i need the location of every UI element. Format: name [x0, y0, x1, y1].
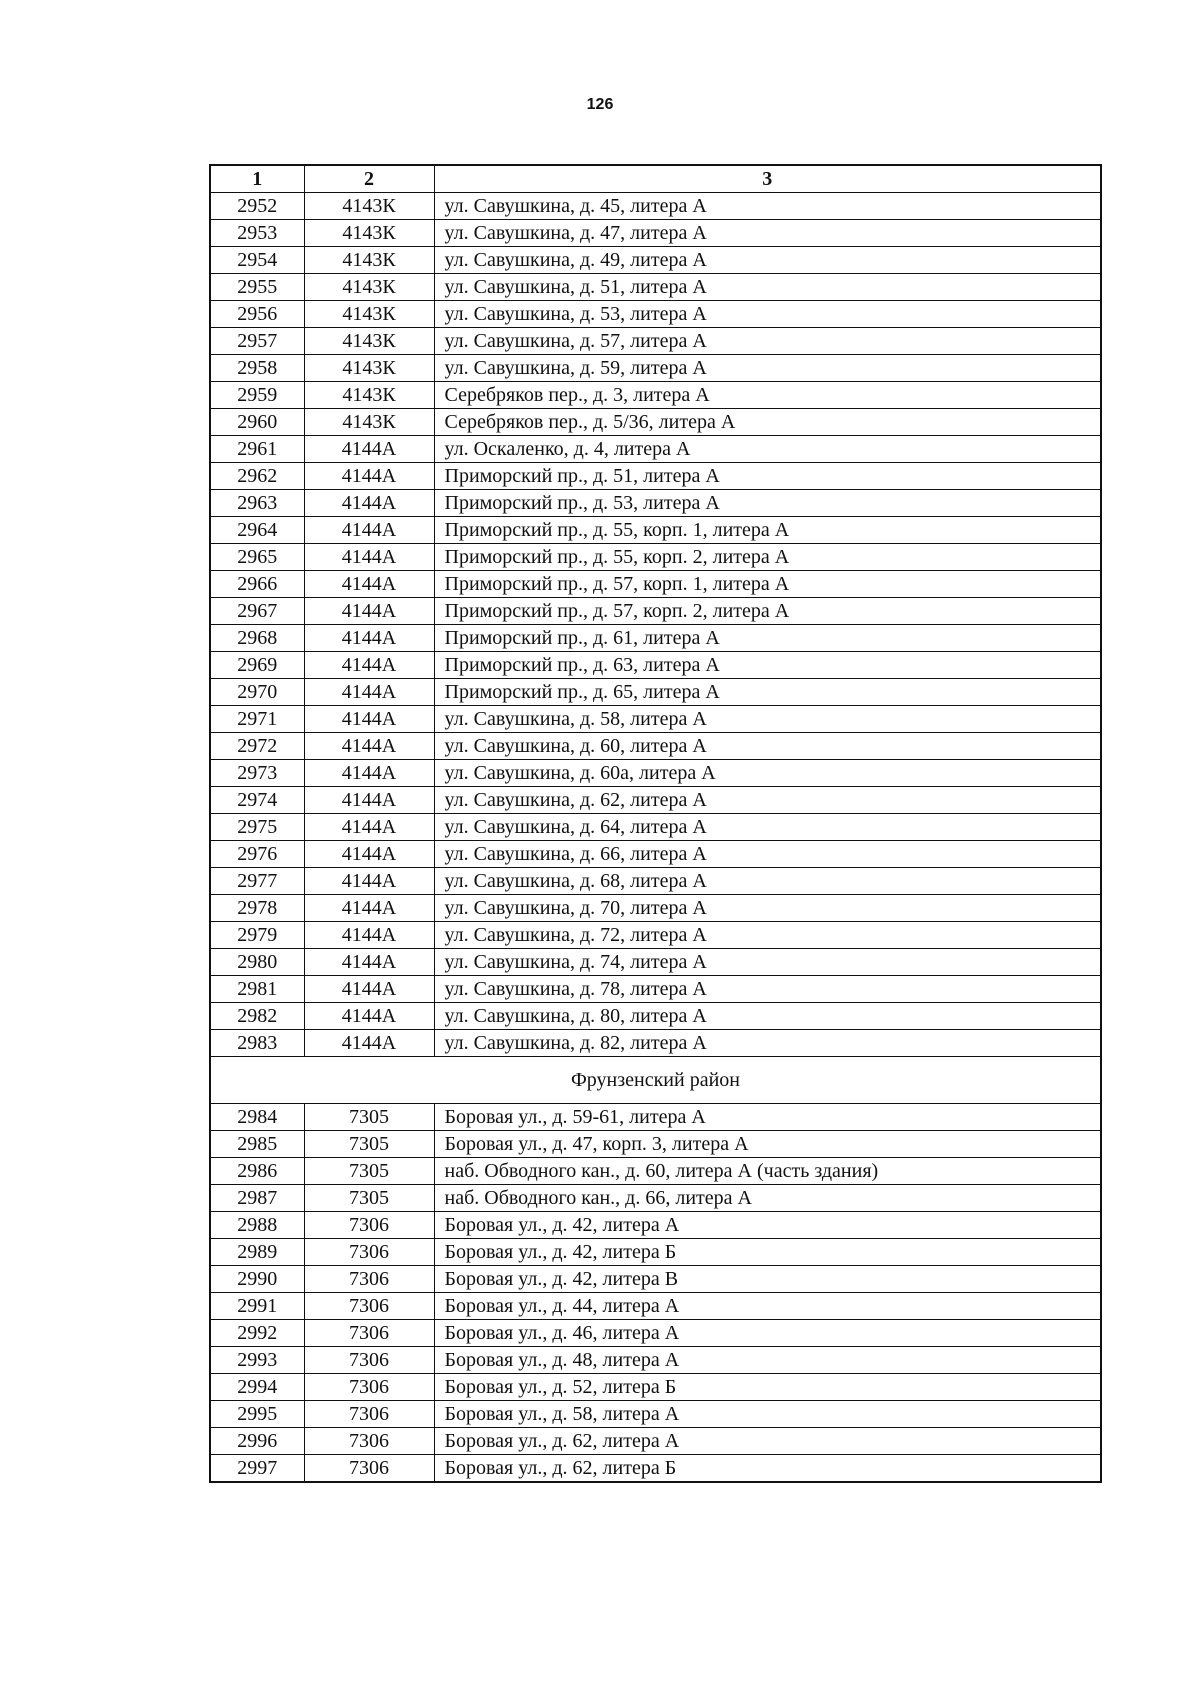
row-number: 2988: [210, 1212, 304, 1239]
row-number: 2997: [210, 1455, 304, 1483]
object-code: 4144А: [304, 733, 434, 760]
address: Приморский пр., д. 57, корп. 1, литера А: [434, 571, 1101, 598]
table-row: [210, 490, 1101, 517]
object-code: 4144А: [304, 949, 434, 976]
address: ул. Савушкина, д. 64, литера А: [434, 814, 1101, 841]
table-row: [210, 625, 1101, 652]
row-number: 2973: [210, 760, 304, 787]
header-col-2: 2: [304, 165, 434, 193]
object-code: 4144А: [304, 787, 434, 814]
object-code: 4144А: [304, 490, 434, 517]
table-row: [210, 1239, 1101, 1266]
row-number: 2995: [210, 1401, 304, 1428]
table-row: [210, 1030, 1101, 1057]
table-row: [210, 1003, 1101, 1030]
object-code: 4144А: [304, 1030, 434, 1057]
object-code: 4143К: [304, 301, 434, 328]
table-row: [210, 1293, 1101, 1320]
row-number: 2996: [210, 1428, 304, 1455]
table-row: [210, 355, 1101, 382]
address: ул. Савушкина, д. 62, литера А: [434, 787, 1101, 814]
address: ул. Савушкина, д. 59, литера А: [434, 355, 1101, 382]
table-row: [210, 706, 1101, 733]
address: ул. Савушкина, д. 82, литера А: [434, 1030, 1101, 1057]
table-row: [210, 1320, 1101, 1347]
address: ул. Савушкина, д. 60а, литера А: [434, 760, 1101, 787]
object-code: 4144А: [304, 922, 434, 949]
row-number: 2989: [210, 1239, 304, 1266]
row-number: 2959: [210, 382, 304, 409]
address: Приморский пр., д. 57, корп. 2, литера А: [434, 598, 1101, 625]
section-title: Фрунзенский район: [210, 1057, 1101, 1104]
address: ул. Оскаленко, д. 4, литера А: [434, 436, 1101, 463]
address: Боровая ул., д. 47, корп. 3, литера А: [434, 1131, 1101, 1158]
object-code: 4143К: [304, 382, 434, 409]
object-code: 4143К: [304, 328, 434, 355]
table-row: [210, 1212, 1101, 1239]
address: Боровая ул., д. 59-61, литера А: [434, 1104, 1101, 1131]
table-row: [210, 652, 1101, 679]
row-number: 2986: [210, 1158, 304, 1185]
address: Приморский пр., д. 55, корп. 1, литера А: [434, 517, 1101, 544]
object-code: 4144А: [304, 517, 434, 544]
row-number: 2990: [210, 1266, 304, 1293]
table-row: [210, 247, 1101, 274]
row-number: 2987: [210, 1185, 304, 1212]
table-row: [210, 544, 1101, 571]
address: Серебряков пер., д. 3, литера А: [434, 382, 1101, 409]
section-row: [210, 1057, 1101, 1104]
address-table: [209, 164, 1102, 1483]
row-number: 2962: [210, 463, 304, 490]
address: Приморский пр., д. 55, корп. 2, литера А: [434, 544, 1101, 571]
row-number: 2972: [210, 733, 304, 760]
address: ул. Савушкина, д. 72, литера А: [434, 922, 1101, 949]
object-code: 4144А: [304, 463, 434, 490]
address: Боровая ул., д. 52, литера Б: [434, 1374, 1101, 1401]
table-row: [210, 571, 1101, 598]
object-code: 4144А: [304, 436, 434, 463]
table-body-after: [210, 1104, 1101, 1483]
object-code: 4144А: [304, 652, 434, 679]
object-code: 4144А: [304, 841, 434, 868]
table-row: [210, 895, 1101, 922]
table-row: [210, 1266, 1101, 1293]
address: Боровая ул., д. 42, литера В: [434, 1266, 1101, 1293]
object-code: 7305: [304, 1131, 434, 1158]
object-code: 4144А: [304, 598, 434, 625]
address: Приморский пр., д. 61, литера А: [434, 625, 1101, 652]
object-code: 4144А: [304, 1003, 434, 1030]
table-row: [210, 760, 1101, 787]
address: ул. Савушкина, д. 47, литера А: [434, 220, 1101, 247]
table-row: [210, 679, 1101, 706]
address: Серебряков пер., д. 5/36, литера А: [434, 409, 1101, 436]
object-code: 7306: [304, 1374, 434, 1401]
row-number: 2963: [210, 490, 304, 517]
address: Боровая ул., д. 62, литера Б: [434, 1455, 1101, 1483]
table-header: [210, 165, 1101, 193]
header-col-3: 3: [434, 165, 1101, 193]
header-row: [210, 165, 1101, 193]
table-row: [210, 382, 1101, 409]
object-code: 7306: [304, 1455, 434, 1483]
table-row: [210, 436, 1101, 463]
object-code: 7306: [304, 1212, 434, 1239]
table-row: [210, 841, 1101, 868]
address: ул. Савушкина, д. 70, литера А: [434, 895, 1101, 922]
page-number: 126: [586, 96, 614, 113]
table-row: [210, 733, 1101, 760]
address: Приморский пр., д. 65, литера А: [434, 679, 1101, 706]
address: ул. Савушкина, д. 57, литера А: [434, 328, 1101, 355]
row-number: 2955: [210, 274, 304, 301]
object-code: 4143К: [304, 247, 434, 274]
row-number: 2992: [210, 1320, 304, 1347]
row-number: 2993: [210, 1347, 304, 1374]
table-row: [210, 409, 1101, 436]
address: Боровая ул., д. 62, литера А: [434, 1428, 1101, 1455]
object-code: 7305: [304, 1104, 434, 1131]
object-code: 4144А: [304, 976, 434, 1003]
object-code: 4144А: [304, 625, 434, 652]
object-code: 7306: [304, 1266, 434, 1293]
row-number: 2979: [210, 922, 304, 949]
table-row: [210, 1374, 1101, 1401]
row-number: 2960: [210, 409, 304, 436]
row-number: 2952: [210, 193, 304, 220]
address: ул. Савушкина, д. 66, литера А: [434, 841, 1101, 868]
address: Боровая ул., д. 44, литера А: [434, 1293, 1101, 1320]
object-code: 7306: [304, 1347, 434, 1374]
table-row: [210, 220, 1101, 247]
object-code: 4144А: [304, 706, 434, 733]
table-row: [210, 598, 1101, 625]
table-row: [210, 1455, 1101, 1483]
table-body-before: [210, 193, 1101, 1057]
object-code: 4144А: [304, 814, 434, 841]
row-number: 2985: [210, 1131, 304, 1158]
row-number: 2958: [210, 355, 304, 382]
address: Боровая ул., д. 42, литера Б: [434, 1239, 1101, 1266]
table-row: [210, 517, 1101, 544]
row-number: 2970: [210, 679, 304, 706]
object-code: 7306: [304, 1320, 434, 1347]
row-number: 2971: [210, 706, 304, 733]
row-number: 2991: [210, 1293, 304, 1320]
address: Боровая ул., д. 48, литера А: [434, 1347, 1101, 1374]
table-row: [210, 1185, 1101, 1212]
address: ул. Савушкина, д. 80, литера А: [434, 1003, 1101, 1030]
address: Боровая ул., д. 58, литера А: [434, 1401, 1101, 1428]
table-row: [210, 193, 1101, 220]
table-row: [210, 1104, 1101, 1131]
table-row: [210, 922, 1101, 949]
table-row: [210, 463, 1101, 490]
table-row: [210, 787, 1101, 814]
address: ул. Савушкина, д. 58, литера А: [434, 706, 1101, 733]
row-number: 2984: [210, 1104, 304, 1131]
address: Приморский пр., д. 63, литера А: [434, 652, 1101, 679]
address: ул. Савушкина, д. 49, литера А: [434, 247, 1101, 274]
table-row: [210, 1347, 1101, 1374]
row-number: 2983: [210, 1030, 304, 1057]
row-number: 2981: [210, 976, 304, 1003]
table-row: [210, 274, 1101, 301]
address: Боровая ул., д. 42, литера А: [434, 1212, 1101, 1239]
address: Боровая ул., д. 46, литера А: [434, 1320, 1101, 1347]
address: Приморский пр., д. 51, литера А: [434, 463, 1101, 490]
object-code: 4144А: [304, 544, 434, 571]
object-code: 4143К: [304, 355, 434, 382]
address: ул. Савушкина, д. 60, литера А: [434, 733, 1101, 760]
table-row: [210, 1131, 1101, 1158]
object-code: 4144А: [304, 679, 434, 706]
address: ул. Савушкина, д. 45, литера А: [434, 193, 1101, 220]
row-number: 2964: [210, 517, 304, 544]
address: наб. Обводного кан., д. 66, литера А: [434, 1185, 1101, 1212]
table-row: [210, 328, 1101, 355]
object-code: 7305: [304, 1158, 434, 1185]
row-number: 2976: [210, 841, 304, 868]
table-row: [210, 1158, 1101, 1185]
section-group: [210, 1057, 1101, 1104]
table-row: [210, 1428, 1101, 1455]
row-number: 2961: [210, 436, 304, 463]
address: ул. Савушкина, д. 68, литера А: [434, 868, 1101, 895]
row-number: 2980: [210, 949, 304, 976]
address: Приморский пр., д. 53, литера А: [434, 490, 1101, 517]
object-code: 4144А: [304, 571, 434, 598]
object-code: 7306: [304, 1428, 434, 1455]
address: ул. Савушкина, д. 74, литера А: [434, 949, 1101, 976]
row-number: 2967: [210, 598, 304, 625]
address: ул. Савушкина, д. 78, литера А: [434, 976, 1101, 1003]
address: ул. Савушкина, д. 53, литера А: [434, 301, 1101, 328]
header-col-1: 1: [210, 165, 304, 193]
row-number: 2974: [210, 787, 304, 814]
row-number: 2969: [210, 652, 304, 679]
table-row: [210, 868, 1101, 895]
object-code: 4143К: [304, 274, 434, 301]
row-number: 2978: [210, 895, 304, 922]
table-row: [210, 976, 1101, 1003]
address: ул. Савушкина, д. 51, литера А: [434, 274, 1101, 301]
object-code: 4144А: [304, 760, 434, 787]
object-code: 4144А: [304, 868, 434, 895]
row-number: 2965: [210, 544, 304, 571]
table-row: [210, 301, 1101, 328]
object-code: 4143К: [304, 220, 434, 247]
object-code: 4143К: [304, 193, 434, 220]
object-code: 7305: [304, 1185, 434, 1212]
table-row: [210, 949, 1101, 976]
row-number: 2975: [210, 814, 304, 841]
table-row: [210, 814, 1101, 841]
row-number: 2994: [210, 1374, 304, 1401]
object-code: 7306: [304, 1401, 434, 1428]
row-number: 2977: [210, 868, 304, 895]
row-number: 2966: [210, 571, 304, 598]
object-code: 7306: [304, 1293, 434, 1320]
row-number: 2968: [210, 625, 304, 652]
object-code: 4144А: [304, 895, 434, 922]
object-code: 4143К: [304, 409, 434, 436]
object-code: 7306: [304, 1239, 434, 1266]
row-number: 2953: [210, 220, 304, 247]
row-number: 2956: [210, 301, 304, 328]
row-number: 2957: [210, 328, 304, 355]
row-number: 2982: [210, 1003, 304, 1030]
address: наб. Обводного кан., д. 60, литера А (часть здания): [434, 1158, 1101, 1185]
table-row: [210, 1401, 1101, 1428]
row-number: 2954: [210, 247, 304, 274]
